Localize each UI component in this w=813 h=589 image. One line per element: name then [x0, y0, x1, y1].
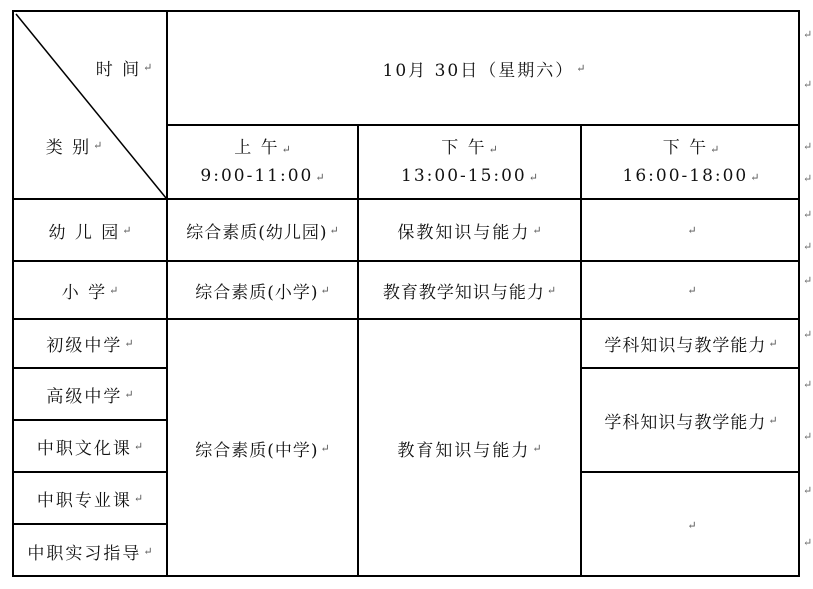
subject-primary-s2: 教育教学知识与能力 ↵ — [382, 282, 557, 303]
row-end-mark: ↵ — [803, 328, 813, 341]
corner-category-label: 类 别 ↵ — [45, 137, 103, 158]
category-vocational-practice: 中职实习指导 ↵ — [27, 543, 153, 564]
category-vocational-specialty: 中职专业课 ↵ — [36, 490, 144, 511]
category-primary: 小 学 ↵ — [61, 282, 119, 303]
row-end-mark: ↵ — [803, 484, 813, 497]
row-end-mark: ↵ — [803, 172, 813, 185]
category-vocational-culture: 中职文化课 ↵ — [36, 438, 144, 459]
row-end-mark: ↵ — [803, 536, 813, 549]
exam-schedule-table — [12, 10, 800, 577]
session-afternoon-1: 下 午 ↵ 13:00-15:00 ↵ — [401, 138, 538, 186]
corner-time-label: 时 间 ↵ — [95, 59, 153, 80]
row-end-mark: ↵ — [803, 208, 813, 221]
row-end-mark: ↵ — [803, 78, 813, 91]
subject-kindergarten-s2: 保教知识与能力 ↵ — [397, 222, 542, 243]
row-end-mark: ↵ — [803, 274, 813, 287]
row-end-mark: ↵ — [803, 378, 813, 391]
empty-kindergarten-s3: ↵ — [687, 223, 697, 237]
session-morning: 上 午 ↵ 9:00-11:00 ↵ — [200, 138, 325, 186]
date-header: 10月 30日（星期六） ↵ — [382, 60, 586, 81]
row-end-mark: ↵ — [803, 28, 813, 41]
subject-kindergarten-s1: 综合素质(幼儿园) ↵ — [186, 222, 339, 243]
empty-vocational-s3: ↵ — [687, 518, 697, 532]
subject-middle-s1: 综合素质(中学) ↵ — [195, 441, 330, 461]
subject-middle-s2: 教育知识与能力 ↵ — [397, 441, 542, 461]
row-end-mark: ↵ — [803, 430, 813, 443]
subject-junior-s3: 学科知识与教学能力 ↵ — [604, 336, 778, 356]
subject-senior-s3: 学科知识与教学能力 ↵ — [604, 412, 778, 433]
corner-diagonal — [14, 12, 167, 199]
row-end-mark: ↵ — [803, 140, 813, 153]
row-end-mark: ↵ — [803, 240, 813, 253]
category-senior-middle: 高级中学 ↵ — [46, 386, 134, 407]
category-kindergarten: 幼 儿 园 ↵ — [48, 222, 132, 243]
session-afternoon-2: 下 午 ↵ 16:00-18:00 ↵ — [622, 138, 760, 186]
subject-primary-s1: 综合素质(小学) ↵ — [195, 282, 330, 303]
empty-primary-s3: ↵ — [687, 283, 697, 297]
category-junior-middle: 初级中学 ↵ — [46, 336, 134, 356]
